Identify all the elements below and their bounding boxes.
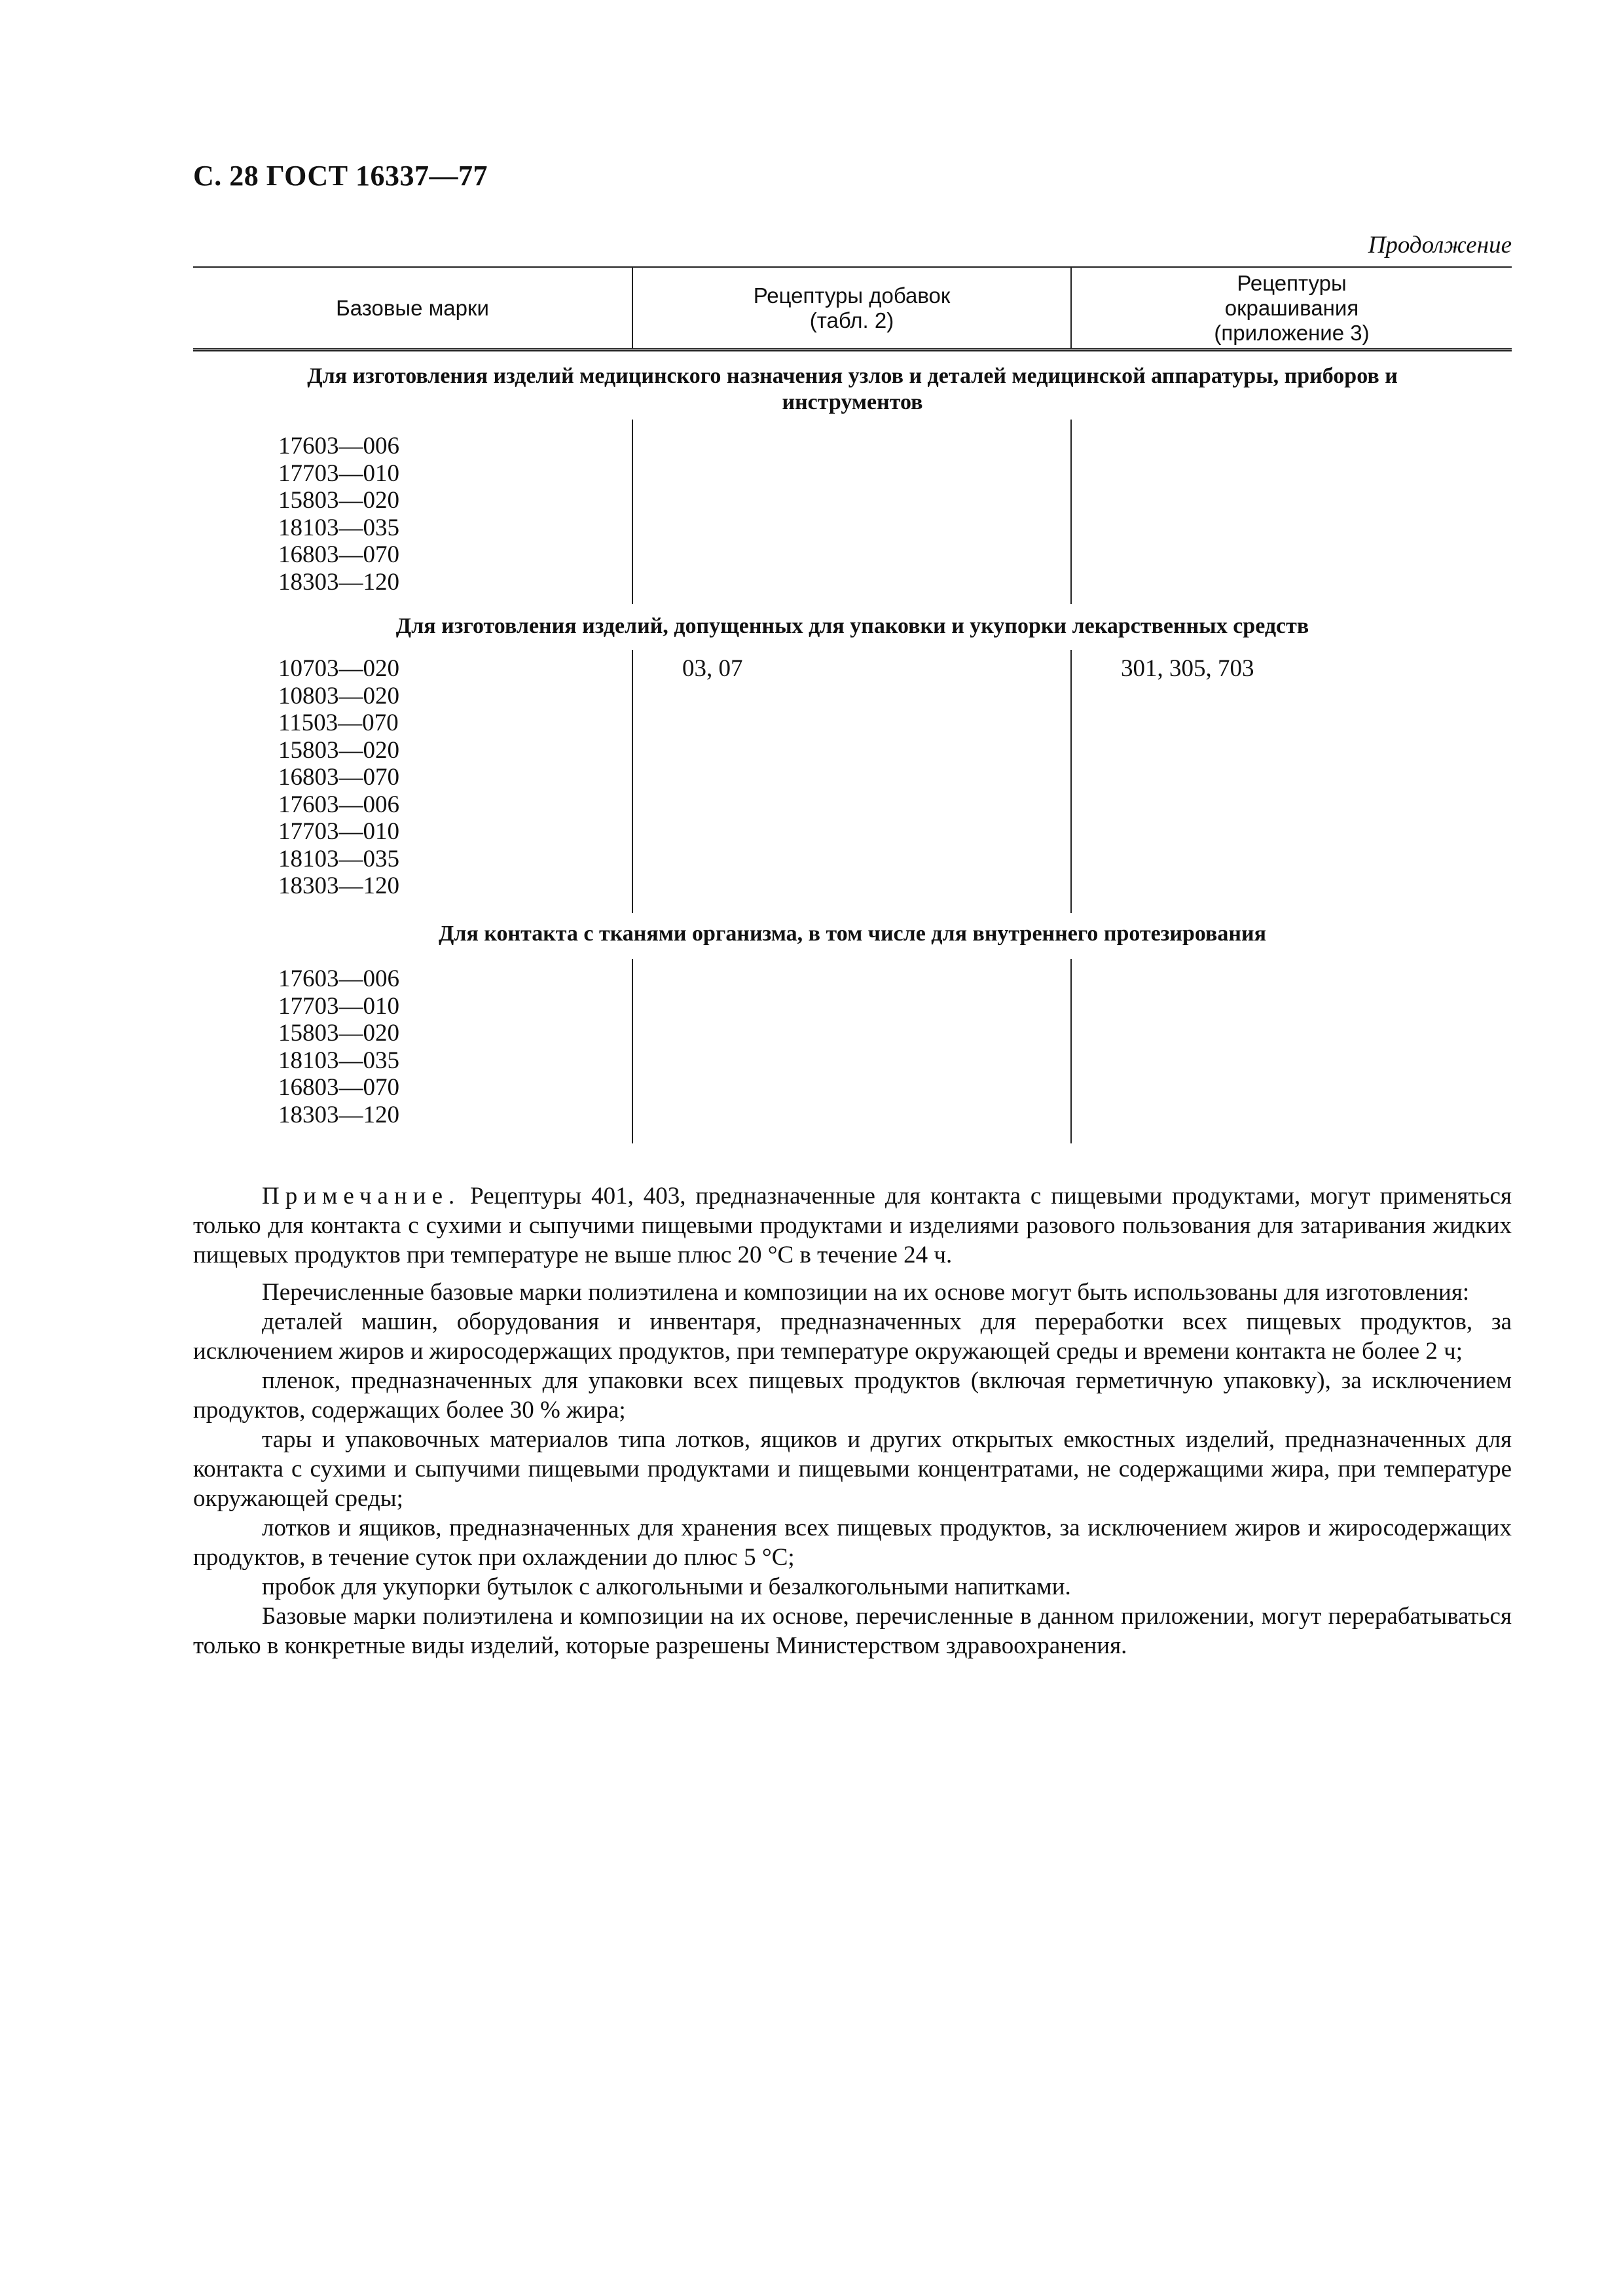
coloring-cell (1070, 420, 1512, 604)
grades-table (193, 266, 1512, 1143)
coloring-cell (1070, 959, 1512, 1143)
column-header-additives (632, 268, 1070, 348)
closing-paragraph: Базовые марки полиэтилена и композиции на их основе, перечисленные в данном приложении, могут перерабатываться только в конкретные виды изделий, которые разрешены Министерством здравоохранения. (193, 1603, 1512, 1659)
grade-item: 17603—006 (278, 791, 399, 818)
list-paragraph: тары и упаковочных материалов типа лотков, ящиков и других открытых емкостных изделий, предназначенных для контакта с сухими и сыпучими пищевыми продуктами и пищевыми концентратами, не содержащими жира, при температуре окружающей среды; (193, 1426, 1512, 1512)
grade-list (278, 655, 632, 900)
table-header (193, 266, 1512, 351)
grade-item: 17603—006 (278, 433, 399, 459)
list-paragraph: лотков и ящиков, предназначенных для хранения всех пищевых продуктов, за исключением жиров и жиросодержащих продуктов, в течение суток при охлаждении до плюс 5 °С; (193, 1515, 1512, 1571)
grade-item: 16803—070 (278, 541, 399, 568)
grade-item: 10803—020 (278, 682, 399, 709)
table-section (193, 913, 1512, 1143)
section-title: Для изготовления изделий, допущенных для упаковки и укупорки лекарственных средств (395, 614, 1309, 638)
page-title: С. 28 ГОСТ 16337—77 (193, 160, 488, 192)
additives-cell: 03, 07 (632, 650, 1070, 913)
grade-item: 17703—010 (278, 459, 399, 487)
section-title: Для изготовления изделий медицинского назначения узлов и деталей медицинской аппаратуры, приборов и инструментов (307, 364, 1398, 414)
grade-item: 11503—070 (278, 709, 399, 736)
table-section (193, 351, 1512, 604)
additives-cell (632, 420, 1070, 604)
grade-item: 17603—006 (278, 965, 399, 992)
grade-item: 18103—035 (278, 845, 399, 872)
list-paragraph: пробок для укупорки бутылок с алкогольными и безалкогольными напитками. (262, 1573, 1071, 1600)
column-header-additives-text: Рецептуры добавок (табл. 2) (753, 283, 951, 332)
additives-cell (632, 959, 1070, 1143)
section-body (193, 650, 1512, 913)
grade-item: 15803—020 (278, 1020, 399, 1047)
column-header-coloring-text: Рецептуры окрашивания (приложение 3) (1214, 270, 1370, 345)
coloring-cell: 301, 305, 703 (1070, 650, 1512, 913)
grade-item: 17703—010 (278, 818, 399, 845)
column-header-coloring (1070, 268, 1512, 348)
grade-item: 10703—020 (278, 655, 399, 682)
grade-list (278, 965, 632, 1128)
grade-item: 18303—120 (278, 568, 399, 596)
note-label: Примечание. (262, 1183, 461, 1210)
grade-item: 18103—035 (278, 514, 399, 541)
notes-block (193, 1181, 1512, 1660)
grade-item: 15803—020 (278, 736, 399, 764)
base-grades-cell (193, 650, 632, 913)
list-paragraph: пленок, предназначенных для упаковки всех пищевых продуктов (включая герметичную упаковку), за исключением продуктов, содержащих более 30 % жира; (193, 1367, 1512, 1424)
grade-item: 16803—070 (278, 764, 399, 791)
grade-item: 18103—035 (278, 1047, 399, 1074)
section-title: Для контакта с тканями организма, в том числе для внутреннего протезирования (439, 922, 1266, 946)
note-text: Рецептуры 401, 403, предназначенные для контакта с пищевыми продуктами, могут применяться только для контакта с сухими и сыпучими пищевыми продуктами и изделиями разового пользования для затаривания жидких пищевых продуктов при температуре не выше плюс 20 °С в течение 24 ч. (193, 1183, 1512, 1268)
grade-item: 18303—120 (278, 1101, 399, 1128)
base-grades-cell (193, 420, 632, 604)
grade-list (278, 433, 632, 596)
list-paragraph: деталей машин, оборудования и инвентаря, предназначенных для переработки всех пищевых продуктов, за исключением жиров и жиросодержащих продуктов, при температуре окружающей среды и времени контакта не более 2 ч; (193, 1308, 1512, 1365)
grade-item: 16803—070 (278, 1074, 399, 1101)
table-section (193, 604, 1512, 913)
section-body (193, 959, 1512, 1143)
grade-item: 18303—120 (278, 872, 399, 899)
intro-paragraph: Перечисленные базовые марки полиэтилена и композиции на их основе могут быть использованы для изготовления: (262, 1279, 1470, 1306)
continuation-label: Продолжение (1368, 232, 1512, 259)
column-header-base-grades: Базовые марки (336, 295, 489, 320)
grade-item: 15803—020 (278, 487, 399, 514)
base-grades-cell (193, 959, 632, 1143)
note-paragraph (193, 1181, 1512, 1270)
section-body (193, 420, 1512, 604)
grade-item: 17703—010 (278, 992, 399, 1020)
